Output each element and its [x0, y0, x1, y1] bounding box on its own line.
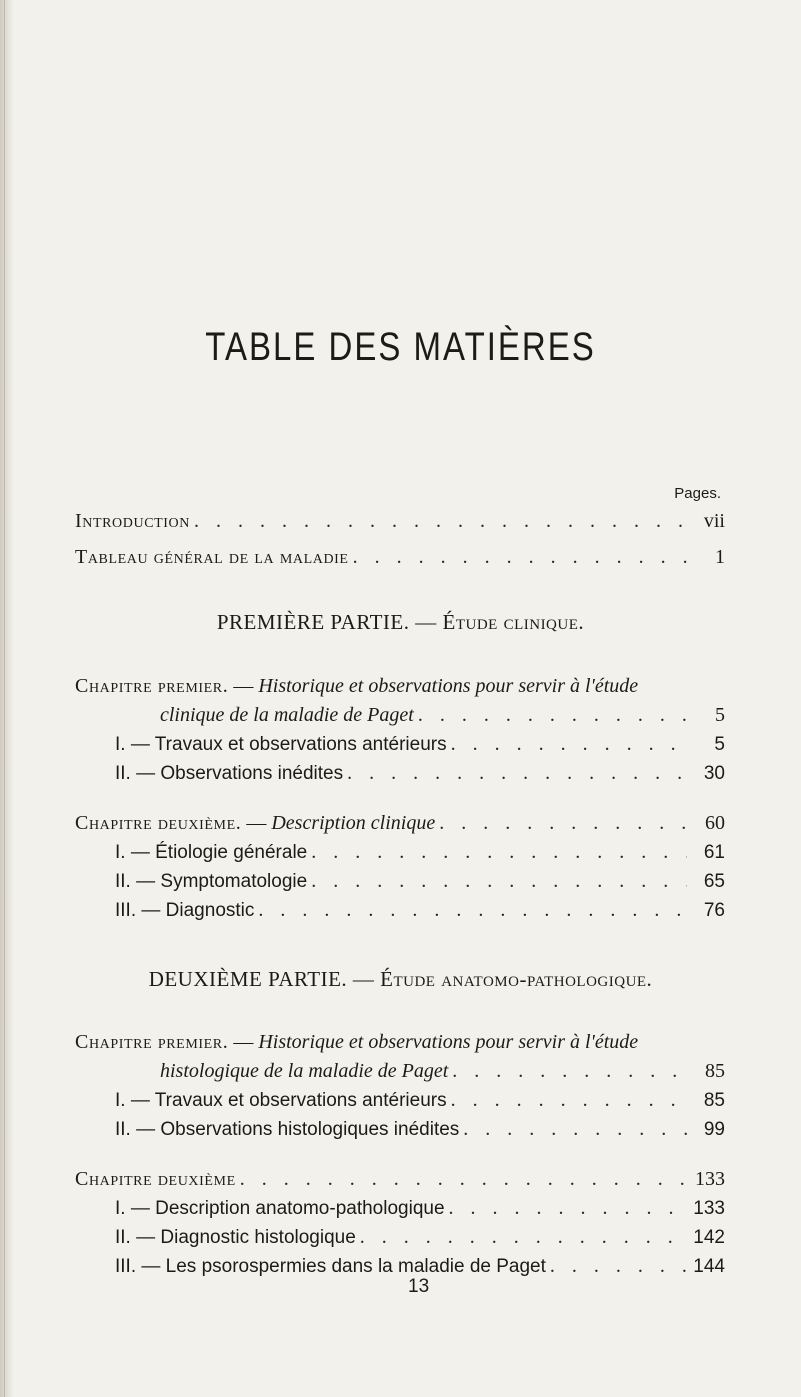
- leader-dots: [550, 1255, 687, 1278]
- leader-dots: [451, 1089, 687, 1112]
- section-label: I. — Travaux et observations antérieurs: [115, 1090, 447, 1111]
- part2-chapter1-heading[interactable]: [75, 1031, 638, 1054]
- chapter-prefix: Chapitre deuxième: [75, 1168, 236, 1190]
- section-label: II. — Observations inédites: [115, 763, 344, 784]
- leader-dots: [347, 762, 687, 785]
- section-page: 142: [693, 1227, 725, 1248]
- chapter-page: 5: [715, 704, 725, 726]
- leader-dots: [418, 704, 687, 727]
- section-label: III. — Les psorospermies dans la maladie de Paget: [115, 1256, 546, 1277]
- toc-entry-label: Tableau général de la maladie: [75, 546, 349, 568]
- toc-section[interactable]: [115, 870, 725, 893]
- chapter-page: 60: [705, 812, 725, 834]
- part2-heading: [0, 967, 801, 992]
- part1-chapter1-title-line2[interactable]: [160, 704, 725, 727]
- leader-dots: [452, 1060, 687, 1083]
- leader-dots: [194, 510, 687, 533]
- leader-dots: [240, 1168, 687, 1191]
- part1-chapter2-heading[interactable]: [75, 812, 725, 835]
- section-page: 61: [703, 842, 725, 863]
- chapter-heading-text: [75, 812, 435, 835]
- leader-dots: [311, 841, 687, 864]
- section-label: I. — Description anatomo-pathologique: [115, 1198, 445, 1219]
- toc-entry-page: 1: [715, 546, 725, 568]
- chapter-dash: —: [246, 812, 267, 834]
- chapter-prefix: Chapitre premier.: [75, 1031, 229, 1053]
- chapter-page: 133: [695, 1168, 725, 1190]
- section-label: II. — Observations histologiques inédites: [115, 1119, 460, 1140]
- chapter-dash: —: [233, 675, 254, 697]
- chapter-title-line2: histologique de la maladie de Paget: [160, 1060, 449, 1082]
- toc-entry-label: Introduction: [75, 510, 190, 532]
- chapter-title: Description clinique: [271, 812, 436, 834]
- section-label: I. — Travaux et observations antérieurs: [115, 734, 447, 755]
- section-label: II. — Symptomatologie: [115, 871, 308, 892]
- part2-chapter2-heading[interactable]: [75, 1168, 725, 1191]
- section-page: 5: [714, 734, 725, 755]
- toc-section[interactable]: [115, 762, 725, 785]
- section-label: I. — Étiologie générale: [115, 842, 308, 863]
- part2-chapter1-title-line2[interactable]: [160, 1060, 725, 1083]
- toc-entry-introduction[interactable]: [75, 510, 725, 533]
- section-page: 65: [703, 871, 725, 892]
- leader-dots: [449, 1197, 687, 1220]
- pages-column-header: Pages.: [674, 485, 721, 502]
- toc-section[interactable]: [115, 1089, 725, 1112]
- toc-section[interactable]: [115, 1118, 725, 1141]
- section-page: 144: [693, 1256, 725, 1277]
- section-page: 85: [703, 1090, 725, 1111]
- page-title: TABLE DES MATIÈRES: [205, 324, 596, 369]
- leader-dots: [258, 899, 687, 922]
- toc-entry-tableau[interactable]: [75, 546, 725, 569]
- toc-section[interactable]: [115, 1226, 725, 1249]
- toc-section[interactable]: [115, 1255, 725, 1278]
- chapter-prefix: Chapitre premier.: [75, 675, 229, 697]
- leader-dots: [311, 870, 687, 893]
- chapter-prefix: Chapitre deuxième.: [75, 812, 242, 834]
- leader-dots: [353, 546, 687, 569]
- part1-chapter1-heading[interactable]: [75, 675, 638, 698]
- part2-subtitle: — Étude anatomo-pathologique.: [352, 967, 653, 991]
- chapter-title-line2: clinique de la maladie de Paget: [160, 704, 414, 726]
- chapter-page: 85: [705, 1060, 725, 1082]
- leader-dots: [439, 812, 687, 835]
- chapter-title-line1: Historique et observations pour servir à l'étude: [258, 1031, 639, 1053]
- toc-section[interactable]: [115, 899, 725, 922]
- chapter-dash: —: [233, 1031, 254, 1053]
- section-label: III. — Diagnostic: [115, 900, 255, 921]
- section-page: 99: [703, 1119, 725, 1140]
- part1-heading: [0, 610, 801, 635]
- leader-dots: [463, 1118, 687, 1141]
- section-page: 30: [703, 763, 725, 784]
- footer-page-number: 13: [408, 1276, 430, 1297]
- part2-title: DEUXIÈME PARTIE.: [148, 967, 348, 991]
- section-page: 133: [693, 1198, 725, 1219]
- part1-subtitle: — Étude clinique.: [415, 610, 585, 634]
- part1-title: PREMIÈRE PARTIE.: [216, 610, 410, 634]
- toc-section[interactable]: [115, 1197, 725, 1220]
- page-edge-shadow: [0, 0, 14, 1397]
- toc-section[interactable]: [115, 733, 725, 756]
- leader-dots: [360, 1226, 687, 1249]
- page-edge-line: [4, 0, 5, 1397]
- leader-dots: [451, 733, 687, 756]
- section-label: II. — Diagnostic histologique: [115, 1227, 356, 1248]
- chapter-title-line1: Historique et observations pour servir à l'étude: [258, 675, 639, 697]
- section-page: 76: [703, 900, 725, 921]
- toc-entry-page: vii: [703, 510, 725, 532]
- toc-section[interactable]: [115, 841, 725, 864]
